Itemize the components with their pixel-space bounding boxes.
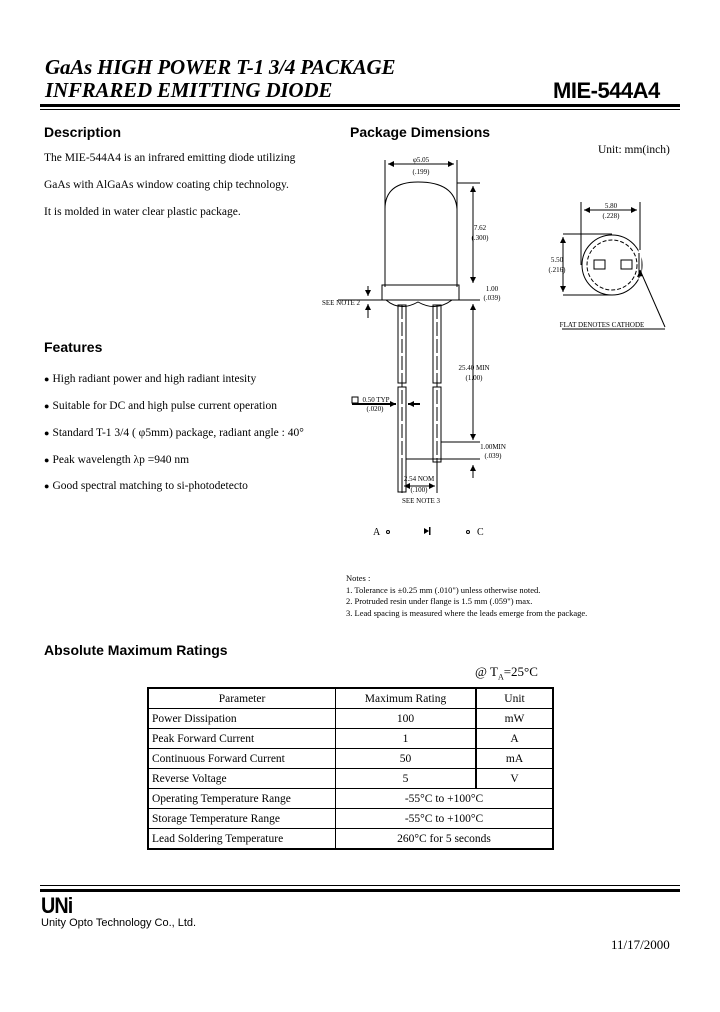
bullet-icon: ● [44,481,50,491]
feature-item: ● High radiant power and high radiant intesity [44,373,257,385]
dim-top-width-in: (.228) [602,212,620,220]
bullet-icon: ● [44,428,50,438]
dim-body-dia-in: (.199) [412,168,430,176]
column-header: Parameter [148,688,336,709]
led-body-outline [385,182,457,287]
note-item: 1. Tolerance is ±0.25 mm (.010") unless otherwise noted. [346,584,541,595]
dim-lead-square-in: (.020) [366,405,384,413]
footer-rule-thin [40,885,680,886]
unit-note: Unit: mm(inch) [598,144,670,156]
ratings-condition: @ $T_A=25^\circ C$ [475,664,538,682]
footer-rule-thick [40,889,680,892]
document-date: 11/17/2000 [611,937,670,952]
dim-lead-length-in: (1.00) [465,374,483,382]
notes-block [346,573,587,619]
cathode-terminal-icon [467,531,470,534]
feature-item: ● Peak wavelength λp =940 nm [44,454,190,466]
title-line-2: INFRARED EMITTING DIODE [45,78,333,102]
description-line: The MIE-544A4 is an infrared emitting diode utilizing [44,152,296,164]
description-line: GaAs with AlGaAs window coating chip technology. [44,179,289,191]
description-line: It is molded in water clear plastic package. [44,206,241,218]
dim-body-height: 7.62 [473,224,487,232]
model-number: MIE-544A4 [553,78,660,103]
bullet-icon: ● [44,401,50,411]
dim-top-width: 5.80 [604,202,618,210]
dim-spacing: 2.54 NOM [403,475,435,483]
column-header: Maximum Rating [336,688,477,709]
company-name: Unity Opto Technology Co., Ltd. [41,917,197,929]
flat-denotes-cathode-label: FLAT DENOTES CATHODE [559,321,645,329]
dim-lead-diff: 1.00MIN [480,443,506,451]
dim-body-height-in: (.300) [471,234,489,242]
dim-flange-in: (.039) [483,294,501,302]
ratings-heading: Absolute Maximum Ratings [44,642,228,658]
feature-item: ● Good spectral matching to si-photodetecto [44,480,248,492]
features-heading: Features [44,339,103,355]
package-heading: Package Dimensions [350,124,491,140]
table-row: Peak Forward Current 1 A [148,729,553,749]
dim-top-height-in: (.216) [548,266,566,274]
cathode-label: C [477,527,484,538]
table-row: Operating Temperature Range -55°C to +100°C [148,789,553,809]
dim-top-height: 5.50 [550,256,564,264]
bullet-icon: ● [44,455,50,465]
table-row: Storage Temperature Range -55°C to +100°C [148,809,553,829]
title-line-1: GaAs HIGH POWER T-1 3/4 PACKAGE [45,55,396,79]
ratings-table [147,687,554,850]
bullet-icon: ● [44,374,50,384]
feature-item: ● Standard T-1 3/4 ( φ5mm) package, radiant angle : 40° [44,427,304,439]
column-header: Unit [476,688,553,709]
note-item: 3. Lead spacing is measured where the leads emerge from the package. [346,607,588,618]
dim-lead-length: 25.40 MIN [458,364,490,372]
dim-see-note-2: SEE NOTE 2 [321,299,361,307]
table-row: Continuous Forward Current 50 mA [148,749,553,769]
dim-flange: 1.00 [485,285,499,293]
dim-spacing-in: (.100) [410,486,428,494]
dim-lead-square: 0.50 TYP [362,396,390,404]
table-row: Lead Soldering Temperature 260°C for 5 seconds [148,829,553,850]
company-logo: UNi [41,893,73,918]
dim-see-note-3: SEE NOTE 3 [401,497,441,505]
dim-lead-diff-in: (.039) [484,452,502,460]
table-row: Power Dissipation 100 mW [148,709,553,729]
table-header-row [148,688,553,709]
notes-title: Notes : [346,573,371,583]
anode-terminal-icon [387,531,390,534]
anode-label: A [373,527,381,538]
description-heading: Description [44,124,122,140]
feature-item: ● Suitable for DC and high pulse current operation [44,400,277,412]
table-row: Reverse Voltage 5 V [148,769,553,789]
dim-body-dia: φ5.05 [412,156,430,164]
note-item: 2. Protruded resin under flange is 1.5 mm (.059") max. [346,596,533,606]
